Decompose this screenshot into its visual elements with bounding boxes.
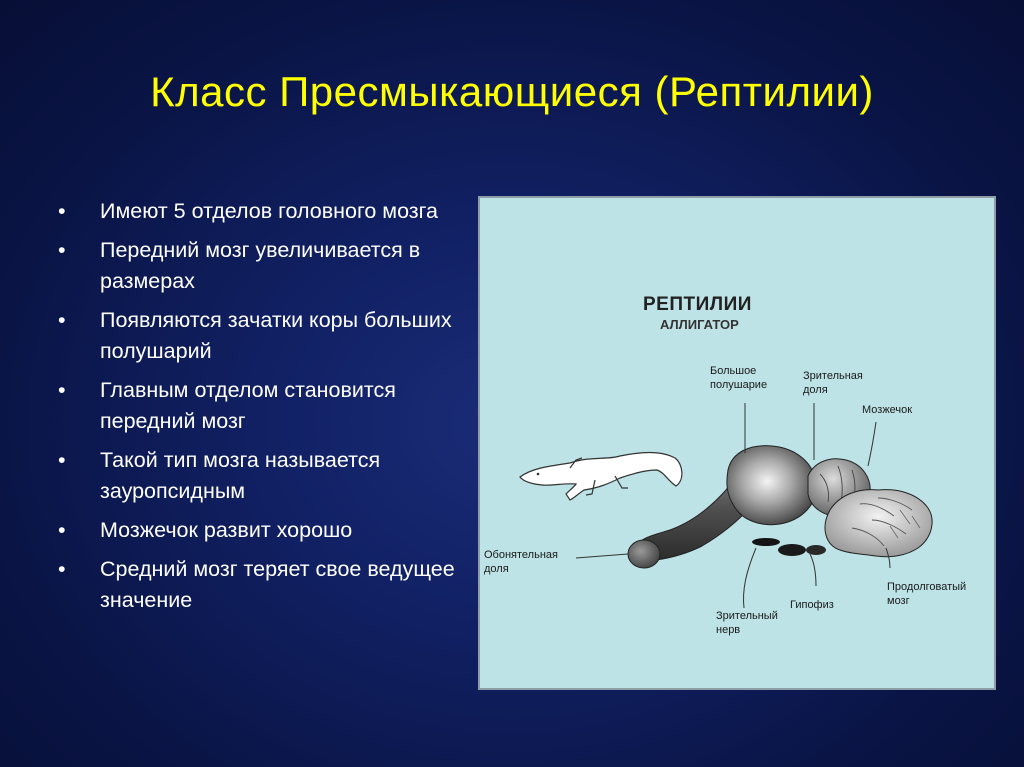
pituitary-shape (778, 544, 806, 556)
brain-diagram (480, 198, 994, 688)
optic-nerve-shape (752, 538, 780, 546)
label-olfactory: Обонятельная доля (484, 549, 558, 575)
cerebral-hemisphere (727, 446, 816, 525)
bullet-marker: • (58, 378, 66, 402)
bullet-text: Средний мозг теряет свое ведущее значение (100, 557, 455, 612)
bullet-item (58, 235, 478, 297)
bullet-text: Появляются зачатки коры больших полушарий (100, 308, 452, 363)
label-optic-nerve: Зрительный нерв (716, 610, 778, 636)
lizard-illustration (520, 453, 682, 501)
bullet-item (58, 196, 478, 227)
label-cerebrum: Большое полушарие (710, 365, 768, 391)
bullet-text: Мозжечок развит хорошо (100, 518, 353, 542)
bullet-marker: • (58, 518, 66, 542)
label-optic-lobe: Зрительная доля (803, 370, 863, 396)
figure-heading: РЕПТИЛИИ (643, 294, 752, 315)
olfactory-bulb (628, 540, 660, 568)
figure-subheading: АЛЛИГАТОР (660, 317, 739, 332)
label-pituitary: Гипофиз (790, 599, 834, 611)
bullet-text: Главным отделом становится передний мозг (100, 378, 396, 433)
label-cerebellum: Мозжечок (862, 404, 913, 416)
cerebellum (825, 490, 932, 557)
brain-figure (478, 196, 996, 690)
slide-title: Класс Пресмыкающиеся (Рептилии) (150, 68, 874, 115)
bullet-marker: • (58, 557, 66, 581)
bullet-marker: • (58, 238, 66, 262)
bullet-item (58, 305, 478, 367)
bullet-marker: • (58, 199, 66, 223)
bullet-marker: • (58, 448, 66, 472)
bullet-text: Передний мозг увеличивается в размерах (100, 238, 421, 293)
bullet-item (58, 515, 478, 546)
bullet-marker: • (58, 308, 66, 332)
bullet-text: Такой тип мозга называется зауропсидным (100, 448, 381, 503)
bullet-text: Имеют 5 отделов головного мозга (100, 199, 438, 223)
bullet-item (58, 375, 478, 437)
bullet-item (58, 445, 478, 507)
bullet-item (58, 554, 478, 616)
label-medulla: Продолговатый мозг (887, 581, 967, 607)
bullet-list (58, 196, 478, 624)
